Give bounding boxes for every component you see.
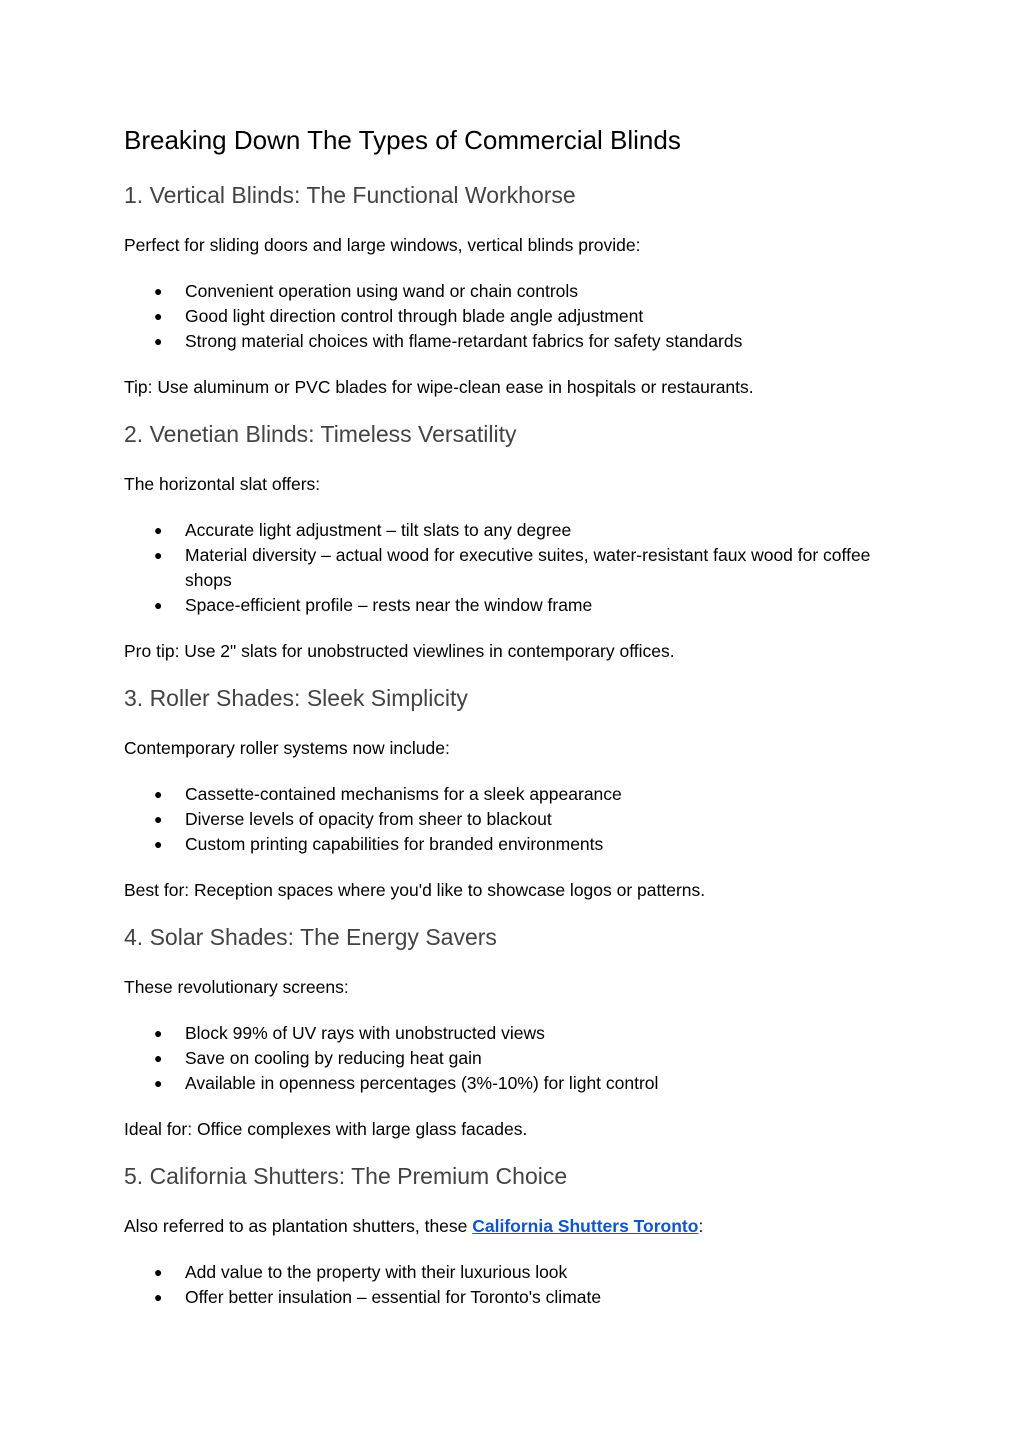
bullet-icon: ● [154,786,163,802]
bullet-icon: ● [154,836,163,852]
bullet-list [124,1260,884,1310]
list-item: ● Add value to the property with their luxurious look [124,1260,884,1285]
list-item: ● Accurate light adjustment – tilt slats to any degree [124,518,884,543]
section-solar-shades [124,923,884,1142]
bullet-icon: ● [154,283,163,299]
bullet-list [124,782,884,857]
document-title: Breaking Down The Types of Commercial Blinds [124,125,681,155]
section-intro: These revolutionary screens: [124,977,349,997]
bullet-icon: ● [154,522,163,538]
bullet-icon: ● [154,1075,163,1091]
list-item: ● Good light direction control through blade angle adjustment [124,304,884,329]
section-intro: Perfect for sliding doors and large windows, vertical blinds provide: [124,235,641,255]
bullet-icon: ● [154,811,163,827]
list-item: ● Strong material choices with flame-retardant fabrics for safety standards [124,329,884,354]
bullet-icon: ● [154,597,163,613]
section-note: Tip: Use aluminum or PVC blades for wipe-clean ease in hospitals or restaurants. [124,377,754,397]
section-intro: Contemporary roller systems now include: [124,738,450,758]
section-venetian-blinds [124,420,884,664]
section-heading: 3. Roller Shades: Sleek Simplicity [124,685,468,711]
bullet-list [124,279,884,354]
section-intro: Also referred to as plantation shutters, these California Shutters Toronto: [124,1216,704,1236]
section-california-shutters [124,1162,884,1310]
section-heading: 2. Venetian Blinds: Timeless Versatility [124,421,517,447]
section-heading: 1. Vertical Blinds: The Functional Workhorse [124,182,576,208]
list-item: ● Available in openness percentages (3%-10%) for light control [124,1071,884,1096]
california-shutters-toronto-link[interactable]: California Shutters Toronto [472,1216,699,1236]
bullet-icon: ● [154,1050,163,1066]
bullet-icon: ● [154,1025,163,1041]
section-intro: The horizontal slat offers: [124,474,321,494]
section-heading: 5. California Shutters: The Premium Choice [124,1163,568,1189]
list-item: ● Cassette-contained mechanisms for a sleek appearance [124,782,884,807]
section-note: Best for: Reception spaces where you'd like to showcase logos or patterns. [124,880,706,900]
bullet-icon: ● [154,547,163,563]
list-item: ● Offer better insulation – essential for Toronto's climate [124,1285,884,1310]
bullet-list [124,518,884,618]
bullet-list [124,1021,884,1096]
list-item: ● Material diversity – actual wood for executive suites, water-resistant faux wood for coffee shops [154,545,871,590]
list-item: ● Convenient operation using wand or chain controls [124,279,884,304]
section-note: Ideal for: Office complexes with large glass facades. [124,1119,528,1139]
list-item: ● Block 99% of UV rays with unobstructed views [124,1021,884,1046]
section-note: Pro tip: Use 2" slats for unobstructed viewlines in contemporary offices. [124,641,675,661]
bullet-icon: ● [154,333,163,349]
list-item: ● Space-efficient profile – rests near the window frame [124,593,884,618]
section-vertical-blinds [124,181,884,400]
bullet-icon: ● [154,308,163,324]
bullet-icon: ● [154,1289,163,1305]
bullet-icon: ● [154,1264,163,1280]
list-item: ● Diverse levels of opacity from sheer to blackout [124,807,884,832]
list-item: ● Save on cooling by reducing heat gain [124,1046,884,1071]
section-heading: 4. Solar Shades: The Energy Savers [124,924,497,950]
list-item: ● Custom printing capabilities for branded environments [124,832,884,857]
section-roller-shades [124,684,884,903]
